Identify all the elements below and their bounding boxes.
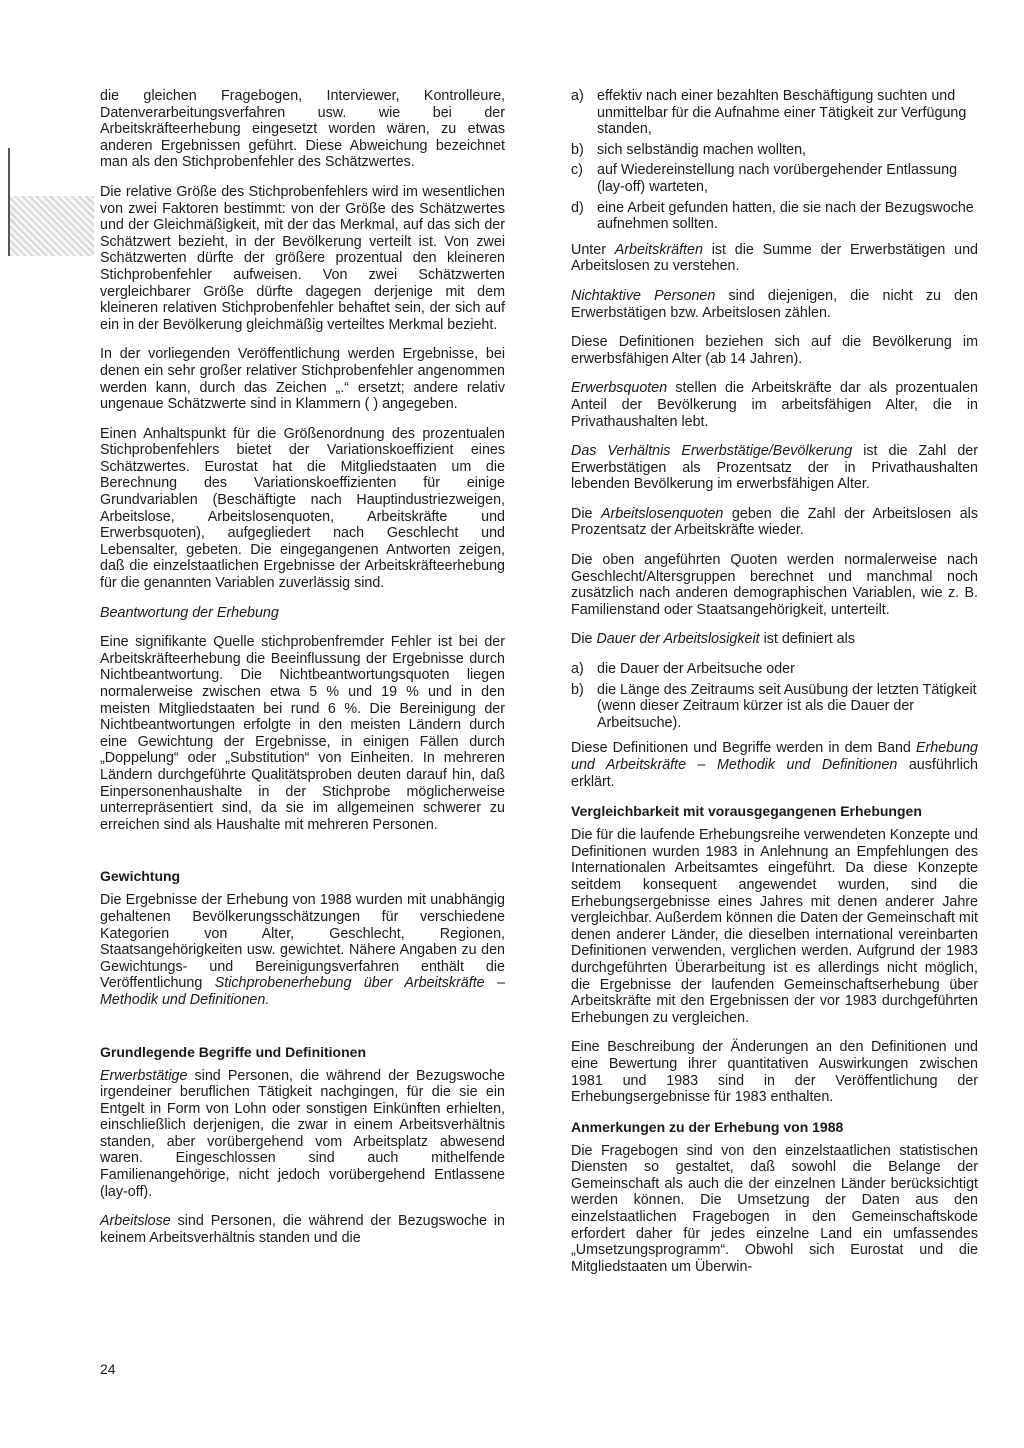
paragraph: Die oben angeführten Quoten werden normalerweise nach Geschlecht/Altersgruppen berechnet und manchmal noch zusätzlich nach anderen demographischen Variablen, wie z. B. Familienstand oder Staatsangehörigkeit, unterteilt. xyxy=(571,552,978,618)
heading-anmerkungen: Anmerkungen zu der Erhebung von 1988 xyxy=(571,1118,844,1135)
paragraph: Eine signifikante Quelle stichprobenfremder Fehler ist bei der Arbeitskräfteerhebung die Beeinflussung der Ergebnisse durch Nichtbeantwortung. Die Nichtbeantwortungsquoten liegen normalerweise zwischen etwa 5 % und 19 % und in den meisten Mitgliedstaaten bei rund 6 %. Die Bereinigung der Nichtbeantwortungen erfolgte in den meisten Ländern durch eine Gewichtung der Ergebnisse, in einigen Fällen durch „Doppelung“ oder „Substitution“ von Einheiten. In mehreren Ländern durchgeführte Qualitätsproben deuten darauf hin, daß Einpersonenhaushalte in der Stichprobe möglicherweise unterrepräsentiert sind, da sie im allgemeinen schwerer zu erreichen sind als Haushalte mit mehreren Personen. xyxy=(100,634,505,833)
list-item: c) auf Wiedereinstellung nach vorübergehender Entlassung (lay-off) warteten, xyxy=(571,162,958,195)
paragraph: Die Arbeitslosenquoten geben die Zahl der Arbeitslosen als Prozentsatz der Arbeitskräfte wieder. xyxy=(571,505,978,539)
paragraph: Nichtaktive Personen sind diejenigen, die nicht zu den Erwerbstätigen bzw. Arbeitslosen zählen. xyxy=(571,287,978,321)
heading-begriffe: Grundlegende Begriffe und Definitionen xyxy=(100,1043,366,1060)
paragraph: In der vorliegenden Veröffentlichung werden Ergebnisse, bei denen ein sehr großer relativer Stichprobenfehler angenommen werden kann, durch das Zeichen „.“ ersetzt; andere relativ ungenaue Schätzwerte sind in Klammern ( ) angegeben. xyxy=(100,346,505,413)
paragraph: Die für die laufende Erhebungsreihe verwendeten Konzepte und Definitionen wurden 1983 in Anlehnung an Empfehlungen des Internationalen Arbeitsamtes eingeführt. Da diese Konzepte seitdem konsequent angewendet wurden, sind die Erhebungsergebnisse eines Jahres mit denen anderer Jahre vergleichbar. Außerdem können die Daten der Gemeinschaft mit denen anderer Länder, die dieselben international vereinbarten Definitionen verwenden, verglichen werden. Aufgrund der 1983 durchgeführten Überarbeitung ist es allerdings nicht möglich, die Ergebnisse der laufenden Gemeinschaftserhebung über Arbeitskräfte mit den Ergebnissen der vor 1983 durchgeführten Erhebungen zu vergleichen. xyxy=(571,827,978,1026)
paragraph: Erwerbsquoten stellen die Arbeitskräfte dar als prozentualen Anteil der Bevölkerung im arbeitsfähigen Alter, die in Privathaushalten lebt. xyxy=(571,380,978,430)
paragraph: die gleichen Fragebogen, Interviewer, Kontrolleure, Datenverarbeitungsverfahren usw. wie bei der Arbeitskräfteerhebung eingesetzt worden wären, zu etwas anderen Ergebnissen geführt. Diese Abweichung bezeichnet man als den Stichprobenfehler des Schätzwertes. xyxy=(100,88,505,171)
paragraph: Diese Definitionen und Begriffe werden in dem Band Erhebung und Arbeitskräfte – Methodik und Definitionen ausführlich erklärt. xyxy=(571,740,978,790)
paragraph: Erwerbstätige sind Personen, die während der Bezugswoche irgendeiner beruflichen Tätigkeit nachgingen, für die sie ein Entgelt in Form von Lohn oder sonstigen Einkünften erhielten, einschließlich derjenigen, die zwar in einem Arbeitsverhältnis standen, aber vorübergehend vom Arbeitsplatz abwesend waren. Eingeschlossen sind auch mithelfende Familienangehörige, nicht jedoch vorübergehend Entlassene (lay-off). xyxy=(100,1067,505,1200)
publication-title: Erhebung und Arbeitskräfte – Methodik und Definitionen xyxy=(571,740,978,773)
list-duration xyxy=(571,661,978,731)
term: Arbeitslosenquoten xyxy=(600,505,724,522)
paragraph: Die Fragebogen sind von den einzelstaatlichen statistischen Diensten so gestaltet, daß sowohl die Belange der Gemeinschaft als auch die der einzelnen Länder berücksichtigt werden können. Die Umsetzung der Daten aus den einzelstaatlichen Fragebogen in den Gemeinschaftskode erfordert daher für jedes einzelne Land ein umfassendes „Umsetzungsprogramm“. Obwohl sich Eurostat und die Mitgliedstaaten um Überwin- xyxy=(571,1142,978,1275)
heading-gewichtung: Gewichtung xyxy=(100,868,181,885)
paragraph: Das Verhältnis Erwerbstätige/Bevölkerung ist die Zahl der Erwerbstätigen als Prozentsatz der in Privathaushalten lebenden Bevölkerung im erwerbsfähigen Alter. xyxy=(571,443,978,493)
paragraph: Diese Definitionen beziehen sich auf die Bevölkerung im erwerbsfähigen Alter (ab 14 Jahren). xyxy=(571,334,978,367)
publication-title: Stichprobenerhebung über Arbeitskräfte – Methodik und Definitionen. xyxy=(100,975,505,1008)
term: Arbeitslose xyxy=(100,1213,171,1230)
heading-vergleichbarkeit: Vergleichbarkeit mit vorausgegangenen Erhebungen xyxy=(571,803,922,820)
term: Das Verhältnis Erwerbstätige/Bevölkerung xyxy=(571,443,853,460)
scan-margin-stamp xyxy=(10,196,94,256)
paragraph: Arbeitslose sind Personen, die während der Bezugswoche in keinem Arbeitsverhältnis standen und die xyxy=(100,1213,505,1246)
list-item: a) die Dauer der Arbeitsuche oder xyxy=(571,661,795,678)
right-column xyxy=(571,88,978,1288)
left-column xyxy=(100,88,505,1259)
term: Dauer der Arbeitslosigkeit xyxy=(596,631,760,648)
list-criteria xyxy=(571,88,978,233)
list-item: b) die Länge des Zeitraums seit Ausübung der letzten Tätigkeit (wenn dieser Zeitraum kürzer ist als die Dauer der Arbeitsuche). xyxy=(571,681,977,731)
list-item: a) effektiv nach einer bezahlten Beschäftigung suchten und unmittelbar für die Aufnahme einer Tätigkeit zur Verfügung standen, xyxy=(571,88,967,138)
list-item: d) eine Arbeit gefunden hatten, die sie nach der Bezugswoche aufnehmen sollten. xyxy=(571,199,974,233)
page-number: 24 xyxy=(100,1361,116,1377)
paragraph: Unter Arbeitskräften ist die Summe der Erwerbstätigen und Arbeitslosen zu verstehen. xyxy=(571,241,978,275)
paragraph: Die relative Größe des Stichprobenfehlers wird im wesentlichen von zwei Faktoren bestimmt: von der Größe des Schätzwertes und der Gleichmäßigkeit, mit der das Merkmal, auf das sich der Schätzwert bezieht, in der Bevölkerung verteilt ist. Von zwei Schätzwerten dürfte der größere prozentual den kleineren Stichprobenfehler aufweisen. Von zwei Schätzwerten vergleichbarer Größe dürfte dagegen derjenige mit dem kleineren relativen Stichprobenfehler behaftet sein, der sich auf ein in der Bevölkerung gleichmäßig verteiltes Merkmal bezieht. xyxy=(100,183,505,333)
paragraph: Die Ergebnisse der Erhebung von 1988 wurden mit unabhängig gehaltenen Bevölkerungsschätzungen für verschiedene Kategorien von Alter, Geschlecht, Regionen, Staatsangehörigkeiten usw. gewichtet. Nähere Angaben zu den Gewichtungs- und Bereinigungsverfahren enthält die Veröffentlichung Stichprobenerhebung über Arbeitskräfte – Methodik und Definitionen. xyxy=(100,892,505,1008)
subheading-beantwortung: Beantwortung der Erhebung xyxy=(100,604,279,621)
term: Erwerbsquoten xyxy=(571,380,668,397)
term: Arbeitskräften xyxy=(614,241,703,258)
paragraph: Die Dauer der Arbeitslosigkeit ist definiert als xyxy=(571,631,855,648)
term: Erwerbstätige xyxy=(100,1067,188,1084)
list-item: b) sich selbständig machen wollten, xyxy=(571,141,807,158)
paragraph: Eine Beschreibung der Änderungen an den Definitionen und eine Bewertung ihrer quantitativen Auswirkungen zwischen 1981 und 1983 sind in der Veröffentlichung der Erhebungsergebnisse für 1983 enthalten. xyxy=(571,1039,978,1106)
term: Nichtaktive Personen xyxy=(571,287,716,304)
paragraph: Einen Anhaltspunkt für die Größenordnung des prozentualen Stichprobenfehlers bietet der Variationskoeffizient eines Schätzwertes. Eurostat hat die Mitgliedstaaten um die Berechnung des Variationskoeffizienten für einige Grundvariablen (Beschäftigte nach Hauptindustriezweigen, Arbeitslose, Arbeitslosenquoten, Arbeitskräfte und Erwerbsquoten), aufgegliedert nach Geschlecht und Lebensalter, gebeten. Die eingegangenen Antworten zeigen, daß die einzelstaatlichen Ergebnisse der Arbeitskräfteerhebung für die genannten Variablen zuverlässig sind. xyxy=(100,425,505,592)
